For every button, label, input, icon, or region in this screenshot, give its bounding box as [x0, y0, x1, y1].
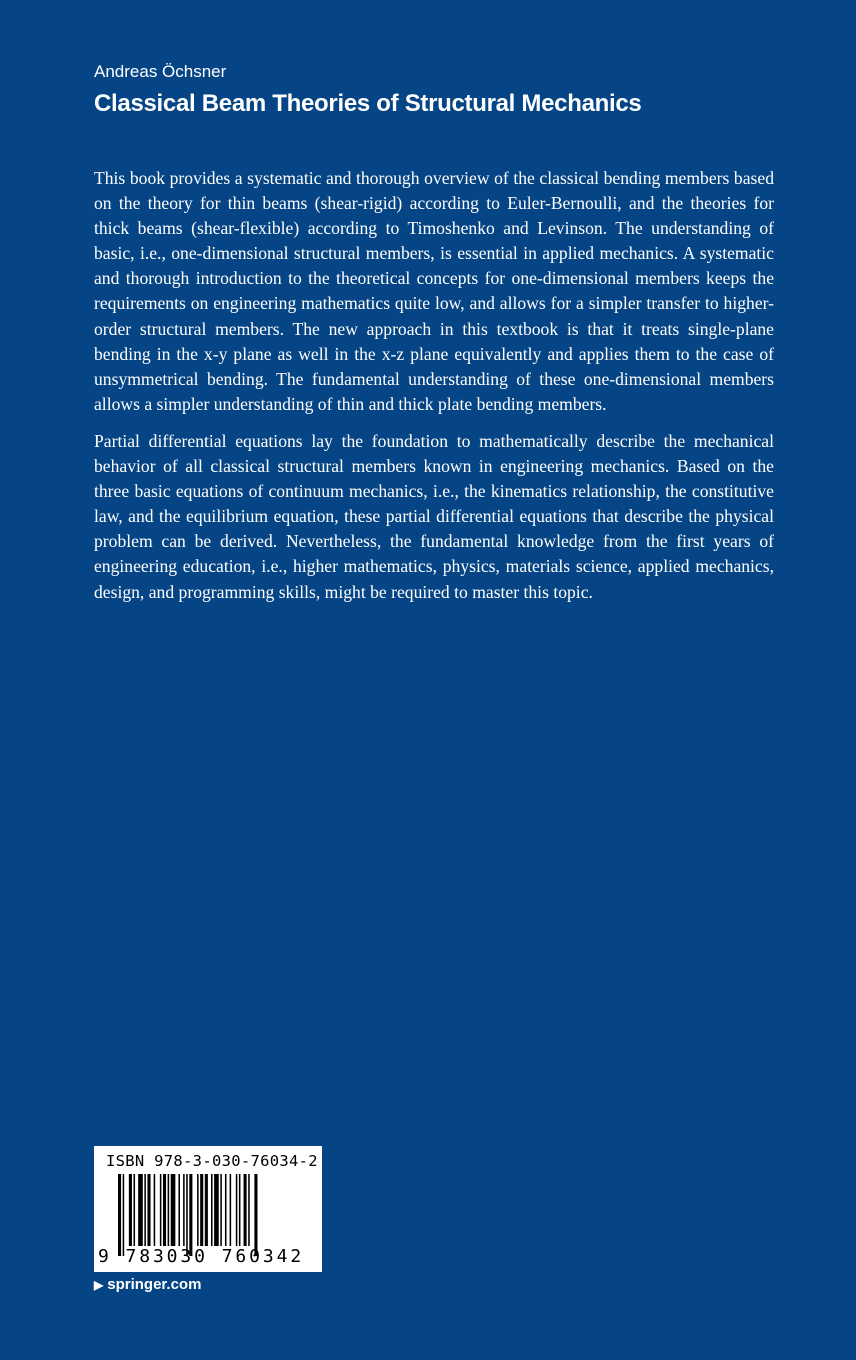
barcode-bar [230, 1174, 232, 1246]
barcode-bar [118, 1174, 121, 1256]
barcode-digits: 9 783030 760342 [98, 1246, 305, 1267]
barcode-bar [225, 1174, 227, 1246]
author: Andreas Öchsner [94, 62, 227, 81]
barcode-bar [183, 1174, 185, 1246]
isbn-label: ISBN 978-3-030-76034-2 [106, 1152, 318, 1170]
book-title: Classical Beam Theories of Structural Mechanics [94, 90, 642, 117]
barcode-bar [129, 1174, 132, 1246]
barcode-bar [138, 1174, 143, 1246]
barcode-bar [154, 1174, 156, 1246]
barcode-bar [239, 1174, 241, 1246]
barcode-bar [163, 1174, 166, 1246]
barcode-bar [214, 1174, 219, 1246]
barcode-bar [144, 1174, 146, 1246]
barcode-bar [147, 1174, 150, 1246]
publisher-link-text: springer.com [107, 1276, 202, 1293]
barcode-bar [186, 1174, 188, 1256]
arrow-right-icon: ▶ [94, 1277, 104, 1292]
barcode-bar [200, 1174, 203, 1246]
barcode-bar [220, 1174, 222, 1246]
barcode-bar [244, 1174, 247, 1246]
blurb-paragraph-2: Partial differential equations lay the foundation to mathematically describe the mechanical behavior of all classical structural members known in engineering mechanics. Based on the three basic equations of continuum mechanics, i.e., the kinematics relationship, the constitutive law, and the equilibrium equation, these partial differential equations that describe the physical problem can be derived. Nevertheless, the fundamental knowledge from the first years of engineering education, i.e., higher mathematics, physics, materials science, applied mechanics, design, and programming skills, might be required to master this topic. [94, 430, 774, 602]
barcode-bar [171, 1174, 176, 1246]
barcode-bar [211, 1174, 213, 1246]
barcode-bar [254, 1174, 257, 1256]
barcode-bar [197, 1174, 199, 1246]
publisher-link[interactable] [94, 1276, 201, 1293]
barcode-bar [205, 1174, 208, 1246]
barcode-bar [178, 1174, 180, 1246]
barcode-bar [123, 1174, 125, 1256]
barcode-bar [160, 1174, 162, 1246]
barcode-bar [248, 1174, 250, 1246]
blurb-paragraph-1: This book provides a systematic and thorough overview of the classical bending members based on the theory for thin beams (shear-rigid) according to Euler-Bernoulli, and the theories for thick beams (shear-flexible) according to Timoshenko and Levinson. The understanding of basic, i.e., one-dimensional structural members, is essential in applied mechanics. A systematic and thorough introduction to the theoretical concepts for one-dimensional members keeps the requirements on engineering mathematics quite low, and allows for a simpler transfer to higher-order structural members. The new approach in this textbook is that it treats single-plane bending in the x-y plane as well in the x-z plane equivalently and applies them to the case of unsymmetrical bending. The fundamental understanding of these one-dimensional members allows a simpler understanding of thin and thick plate bending members. [94, 168, 774, 414]
isbn-barcode [94, 1146, 322, 1272]
barcode-bar [134, 1174, 136, 1246]
blurb [94, 166, 774, 617]
barcode-bar [236, 1174, 238, 1246]
barcode-bar [168, 1174, 170, 1246]
barcode-bar [189, 1174, 192, 1256]
